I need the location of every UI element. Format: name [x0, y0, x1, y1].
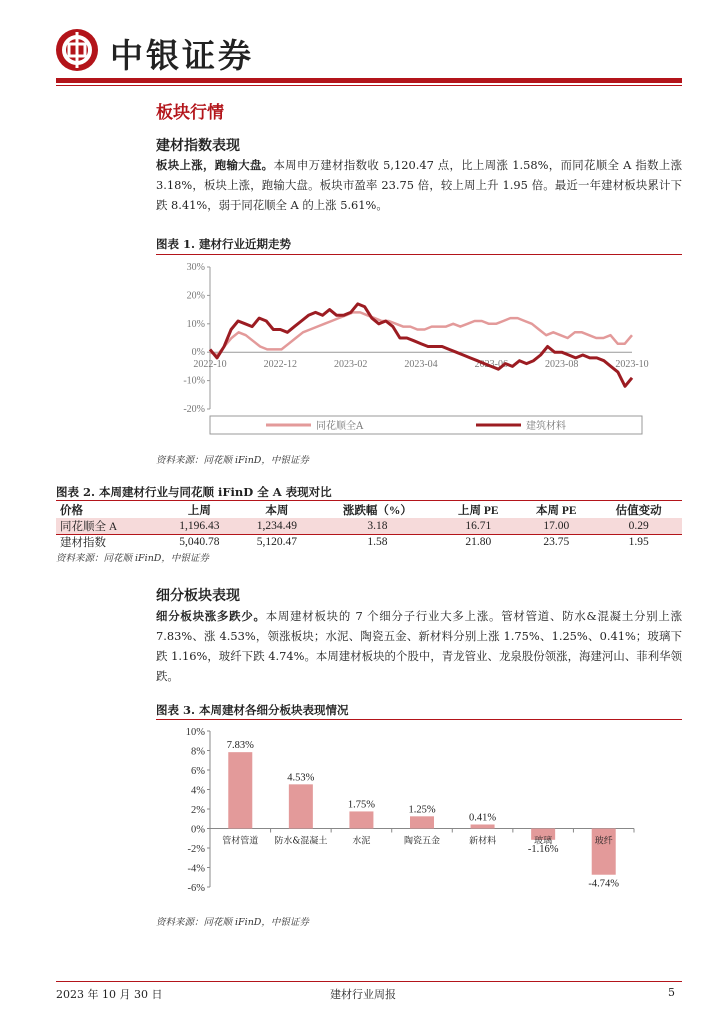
table-row — [56, 518, 682, 534]
y-tick-label: -2% — [187, 844, 205, 855]
table-header-cell: 估值变动 — [615, 505, 662, 517]
x-tick-label: 2022-10 — [193, 359, 227, 371]
bar — [289, 784, 313, 828]
bar — [228, 752, 252, 828]
figure1-source: 资料来源：同花顺 iFinD，中银证券 — [156, 455, 309, 466]
legend-label: 建筑材料 — [526, 421, 566, 432]
figure3-source: 资料来源：同花顺 iFinD，中银证券 — [156, 917, 309, 928]
bar — [410, 816, 434, 828]
category-label: 水泥 — [352, 836, 371, 847]
bar-data-label: -4.74% — [588, 878, 620, 890]
figure3-rule — [156, 719, 682, 720]
table-header-cell: 价格 — [60, 505, 83, 517]
bar-data-label: 7.83% — [226, 740, 254, 752]
header-rule-thin — [56, 85, 682, 86]
y-tick-label: 6% — [191, 766, 205, 777]
table-header-cell: 本周 PE — [535, 505, 577, 517]
category-label: 新材料 — [469, 836, 497, 847]
table-cell: 建材指数 — [60, 537, 106, 549]
table-cell: 1.58 — [367, 536, 388, 548]
figure2-source: 资料来源：同花顺 iFinD，中银证券 — [56, 553, 209, 564]
table-row — [56, 534, 682, 550]
table-cell: 16.71 — [465, 520, 492, 532]
legend-label: 同花顺全A — [316, 421, 364, 432]
y-tick-label: 0% — [191, 347, 205, 359]
bar-data-label: 1.25% — [408, 804, 436, 816]
table-cell: 1,196.43 — [179, 520, 220, 532]
header-rule — [56, 78, 682, 83]
footer-report-name: 建材行业周报 — [330, 988, 396, 1001]
category-label: 玻璃 — [534, 836, 553, 847]
index-lead: 板块上涨，跑输大盘。 — [156, 158, 274, 172]
footer-date: 2023 年 10 月 30 日 — [56, 988, 163, 1001]
bar — [471, 825, 495, 829]
y-tick-label: 8% — [191, 746, 205, 758]
bar — [592, 829, 616, 875]
x-tick-label: 2023-04 — [404, 359, 438, 371]
table-cell: 1.95 — [628, 536, 649, 548]
bar-data-label: 1.75% — [347, 799, 375, 811]
sub-section-title: 细分板块表现 — [156, 588, 240, 604]
y-tick-label: -4% — [187, 863, 205, 875]
y-tick-label: -20% — [183, 404, 205, 415]
figure2-rule — [56, 500, 682, 501]
bank-of-china-logo-icon — [56, 29, 98, 71]
table-bottom-rule — [56, 534, 682, 535]
footer-rule — [56, 981, 682, 982]
table-cell: 同花顺全 A — [60, 521, 118, 533]
bar-data-label: -1.16% — [527, 843, 559, 855]
index-paragraph — [156, 155, 682, 215]
footer-page-number: 5 — [668, 986, 675, 999]
table-cell: 5,040.78 — [179, 536, 220, 548]
table-cell: 3.18 — [367, 520, 388, 532]
section-title: 板块行情 — [156, 103, 224, 123]
figure1-rule — [156, 254, 682, 255]
category-label: 管材管道 — [222, 836, 259, 847]
x-tick-label: 2023-06 — [474, 359, 509, 371]
table-cell: 5,120.47 — [256, 536, 297, 548]
table-cell: 17.00 — [543, 520, 570, 532]
figure3-title: 图表 3. 本周建材各细分板块表现情况 — [156, 703, 349, 717]
table-header-cell: 本周 — [265, 505, 289, 517]
category-label: 防水&混凝土 — [274, 836, 328, 847]
figure3-bar-chart — [156, 722, 682, 908]
company-name: 中银证券 — [110, 36, 254, 75]
y-tick-label: 2% — [191, 805, 205, 816]
y-tick-label: 4% — [191, 785, 205, 797]
series-line-1 — [210, 312, 632, 355]
table-cell: 21.80 — [465, 536, 492, 548]
category-label: 玻纤 — [594, 836, 613, 847]
bar-data-label: 4.53% — [287, 772, 315, 784]
sub-lead: 细分板块涨多跌少。 — [156, 609, 266, 623]
y-tick-label: 20% — [186, 290, 205, 302]
index-body: 本周申万建材指数收 5,120.47 点，比上周涨 1.58%，而同花顺全 A 指数上涨 3.18%，板块上涨，跑输大盘。板块市盈率 23.75 倍，较上周上升 1.95 倍。最近一年建材板块累计下跌 8.41%，弱于同花顺全 A 的上涨 5.61%。 — [156, 158, 682, 212]
x-tick-label: 2023-02 — [333, 359, 368, 371]
table-header-cell: 涨跌幅（%） — [342, 505, 412, 517]
y-tick-label: 10% — [186, 318, 205, 330]
table-header-cell: 上周 — [187, 505, 211, 517]
series-line-2 — [210, 304, 632, 386]
bar-data-label: 0.41% — [469, 812, 497, 824]
x-tick-label: 2022-12 — [263, 359, 298, 371]
index-section-title: 建材指数表现 — [156, 138, 240, 154]
category-label: 陶瓷五金 — [403, 836, 441, 847]
table-cell: 23.75 — [543, 536, 570, 548]
y-tick-label: 0% — [191, 824, 205, 836]
comparison-table — [56, 502, 682, 550]
table-cell: 1,234.49 — [256, 520, 297, 532]
y-tick-label: -10% — [183, 375, 205, 387]
bar — [349, 811, 373, 828]
table-header-cell: 上周 PE — [457, 505, 499, 517]
table-cell: 0.29 — [628, 520, 649, 532]
y-tick-label: 30% — [186, 262, 205, 273]
figure1-title: 图表 1. 建材行业近期走势 — [156, 237, 292, 251]
figure2-title: 图表 2. 本周建材行业与同花顺 iFinD 全 A 表现对比 — [56, 485, 332, 499]
x-tick-label: 2023-10 — [615, 359, 649, 371]
x-tick-label: 2023-08 — [544, 359, 579, 371]
sub-paragraph — [156, 606, 682, 686]
y-tick-label: -6% — [187, 883, 205, 894]
figure1-line-chart — [156, 256, 682, 442]
sub-body: 本周建材板块的 7 个细分子行业大多上涨。管材管道、防水&混凝土分别上涨 7.83%、涨 4.53%，领涨板块；水泥、陶瓷五金、新材料分别上涨 1.75%、1.25%、0.41%；玻璃下跌 1.16%，玻纤下跌 4.74%。本周建材板块的个股中，青龙管业、龙泉股份领涨，海建河山、菲利华领跌。 — [156, 609, 682, 683]
y-tick-label: 10% — [185, 727, 205, 738]
table-header-row — [56, 502, 682, 518]
